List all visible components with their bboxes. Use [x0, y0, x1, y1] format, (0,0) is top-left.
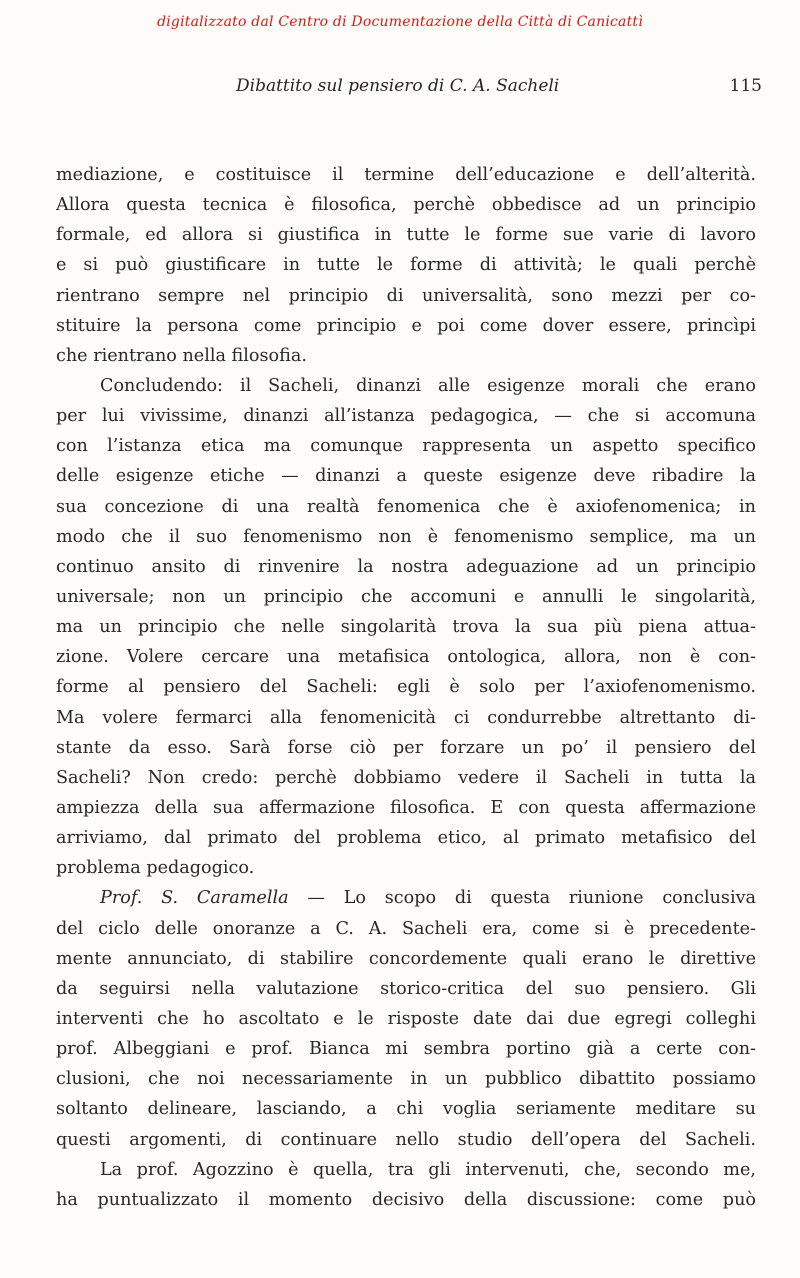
line-text: continuo ansito di rinvenire la nostra adeguazione ad un principio — [56, 556, 756, 577]
text-line — [56, 431, 756, 461]
line-text: ma un principio che nelle singolarità trova la sua più piena attua- — [56, 617, 756, 638]
text-line — [56, 1064, 756, 1094]
line-text: Concludendo: il Sacheli, dinanzi alle esigenze morali che erano — [100, 375, 756, 396]
line-text: soltanto delineare, lasciando, a chi voglia seriamente meditare su — [56, 1099, 756, 1120]
line-text: per lui vivissime, dinanzi all’istanza pedagogica, — che si accomuna — [56, 406, 756, 427]
text-line — [56, 823, 756, 853]
page-number: 115 — [729, 76, 762, 96]
line-text: interventi che ho ascoltato e le risposte date dai due egregi colleghi — [56, 1008, 756, 1029]
text-line — [56, 311, 756, 341]
line-text: Sacheli? Non credo: perchè dobbiamo vedere il Sacheli in tutta la — [56, 767, 756, 788]
text-line — [56, 733, 756, 763]
text-line — [56, 1034, 756, 1064]
text-line — [56, 190, 756, 220]
line-text: da seguirsi nella valutazione storico-critica del suo pensiero. Gli — [56, 978, 756, 999]
text-line — [56, 250, 756, 280]
line-text: che rientrano nella filosofia. — [56, 345, 307, 366]
text-line — [56, 1185, 756, 1215]
line-text: e si può giustificare in tutte le forme di attività; le quali perchè — [56, 255, 756, 276]
line-text: mediazione, e costituisce il termine dell’educazione e dell’alterità. — [56, 165, 756, 185]
text-line — [56, 461, 756, 491]
text-line — [56, 522, 756, 552]
text-line — [56, 1004, 756, 1034]
line-text: rientrano sempre nel principio di universalità, sono mezzi per co- — [56, 285, 756, 306]
text-line — [56, 914, 756, 944]
text-line — [56, 612, 756, 642]
text-line — [56, 1155, 756, 1185]
body-text — [56, 160, 756, 1215]
line-text: stituire la persona come principio e poi come dover essere, princìpi — [56, 315, 756, 336]
line-text: clusioni, che noi necessariamente in un pubblico dibattito possiamo — [56, 1069, 756, 1090]
text-line — [56, 1094, 756, 1124]
text-line — [56, 642, 756, 672]
text-line — [56, 703, 756, 733]
line-text: Ma volere fermarci alla fenomenicità ci condurrebbe altrettanto di- — [56, 707, 756, 728]
text-line — [56, 763, 756, 793]
line-text: universale; non un principio che accomuni e annulli le singolarità, — [56, 586, 756, 607]
text-line — [56, 341, 756, 371]
line-text: Allora questa tecnica è filosofica, perchè obbedisce ad un principio — [56, 195, 756, 216]
speaker-name: Prof. S. Caramella — [100, 888, 289, 909]
text-line — [56, 944, 756, 974]
line-text: stante da esso. Sarà forse ciò per forzare un po’ il pensiero del — [56, 737, 756, 758]
running-title: Dibattito sul pensiero di C. A. Sacheli — [236, 76, 560, 96]
line-text: problema pedagogico. — [56, 858, 255, 879]
line-text: — Lo scopo di questa riunione conclusiva — [288, 888, 756, 909]
line-text: prof. Albeggiani e prof. Bianca mi sembra portino già a certe con- — [56, 1039, 756, 1060]
text-line — [56, 552, 756, 582]
line-text: modo che il suo fenomenismo non è fenomenismo semplice, ma un — [56, 526, 756, 547]
text-line — [56, 371, 756, 401]
text-line — [56, 401, 756, 431]
line-text: ampiezza della sua affermazione filosofica. E con questa affermazione — [56, 797, 756, 818]
text-line — [56, 883, 756, 913]
line-text: formale, ed allora si giustifica in tutte le forme sue varie di lavoro — [56, 225, 756, 246]
line-text: zione. Volere cercare una metafisica ontologica, allora, non è con- — [56, 647, 756, 668]
line-text: La prof. Agozzino è quella, tra gli intervenuti, che, secondo me, — [100, 1159, 756, 1180]
line-text: ha puntualizzato il momento decisivo della discussione: come può — [56, 1189, 756, 1210]
line-text: delle esigenze etiche — dinanzi a queste esigenze deve ribadire la — [56, 466, 756, 487]
text-line — [56, 582, 756, 612]
line-text: sua concezione di una realtà fenomenica che è axiofenomenica; in — [56, 496, 756, 517]
line-text: con l’istanza etica ma comunque rappresenta un aspetto specifico — [56, 436, 756, 457]
text-line — [56, 672, 756, 702]
digitization-watermark: digitalizzato dal Centro di Documentazione della Città di Canicattì — [157, 14, 643, 30]
text-line — [56, 160, 756, 190]
text-line — [56, 1125, 756, 1155]
line-text: del ciclo delle onoranze a C. A. Sacheli era, come si è precedente- — [56, 918, 756, 939]
line-text: questi argomenti, di continuare nello studio dell’opera del Sacheli. — [56, 1129, 756, 1150]
text-line — [56, 974, 756, 1004]
text-line — [56, 853, 756, 883]
text-line — [56, 793, 756, 823]
line-text: forme al pensiero del Sacheli: egli è solo per l’axiofenomenismo. — [56, 677, 756, 698]
text-line — [56, 492, 756, 522]
text-line — [56, 220, 756, 250]
line-text: arriviamo, dal primato del problema etico, al primato metafisico del — [56, 828, 756, 849]
text-line — [56, 281, 756, 311]
line-text: mente annunciato, di stabilire concordemente quali erano le direttive — [56, 948, 756, 969]
